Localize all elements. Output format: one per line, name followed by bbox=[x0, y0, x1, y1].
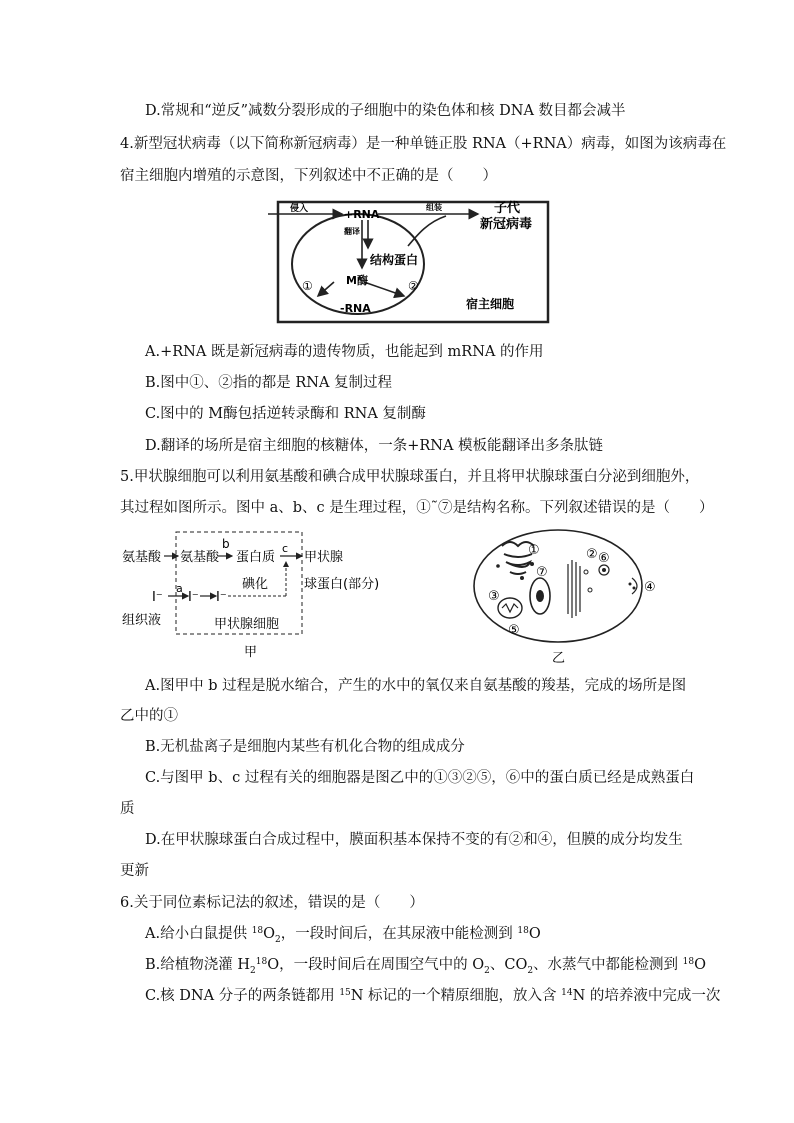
label-pos-rna: +RNA bbox=[344, 208, 380, 221]
q5-stem-1: 5.甲状腺细胞可以利用氨基酸和碘合成甲状腺球蛋白，并且将甲状腺球蛋白分泌到细胞外， bbox=[120, 469, 700, 485]
label-iodide-3: I⁻ bbox=[216, 590, 227, 605]
label-enter: 侵入 bbox=[290, 204, 309, 214]
q4-option-c: C.图中的 M酶包括逆转录酶和 RNA 复制酶 bbox=[145, 406, 426, 422]
q4-option-d: D.翻译的场所是宿主细胞的核糖体，一条+RNA 模板能翻译出多条肽链 bbox=[145, 438, 604, 454]
q5-option-b: B.无机盐离子是细胞内某些有机化合物的组成成分 bbox=[145, 739, 465, 755]
q4-option-b: B.图中①、②指的都是 RNA 复制过程 bbox=[145, 375, 393, 391]
label-num-2: ② bbox=[586, 547, 598, 562]
label-translate: 翻译 bbox=[344, 227, 360, 236]
label-num-7: ⑦ bbox=[536, 565, 548, 580]
label-offspring-2: 新冠病毒 bbox=[480, 217, 533, 232]
label-thyroid-cell: 甲状腺细胞 bbox=[214, 617, 280, 632]
q6b-sup-2: 18 bbox=[682, 957, 695, 967]
label-host-cell: 宿主细胞 bbox=[466, 297, 515, 311]
label-offspring-1: 子代 bbox=[494, 201, 521, 216]
label-num-5: ⑤ bbox=[508, 623, 520, 638]
q6c-text-1: C.核 DNA 分子的两条链都用 bbox=[145, 988, 340, 1004]
q4-option-a: A.+RNA 既是新冠病毒的遗传物质，也能起到 mRNA 的作用 bbox=[145, 344, 544, 360]
label-assemble: 组装 bbox=[426, 203, 442, 212]
q5-option-c-1: C.与图甲 b、c 过程有关的细胞器是图乙中的①③②⑤，⑥中的蛋白质已经是成熟蛋白 bbox=[145, 770, 695, 786]
label-num-3: ③ bbox=[488, 589, 500, 604]
label-protein: 蛋白质 bbox=[236, 550, 276, 565]
label-num-4: ④ bbox=[644, 580, 656, 595]
q6c-sup-2: 14 bbox=[561, 988, 573, 998]
q6-option-a bbox=[145, 924, 541, 950]
caption-jia: 甲 bbox=[244, 645, 258, 660]
q6a-text-1: A.给小白鼠提供 bbox=[145, 926, 252, 942]
q6b-sup-1: 18 bbox=[255, 957, 268, 967]
q5-option-c-2: 质 bbox=[120, 801, 135, 817]
cell-structure-diagram bbox=[468, 526, 668, 668]
q4-stem-1: 4.新型冠状病毒（以下简称新冠病毒）是一种单链正股 RNA（+RNA）病毒，如图为该病毒在 bbox=[120, 136, 727, 152]
thyroid-process-diagram bbox=[120, 526, 400, 666]
q6a-sub-1: 2 bbox=[275, 934, 281, 945]
label-a: a bbox=[176, 582, 183, 595]
q6a-text-4: O bbox=[528, 926, 541, 942]
label-b: b bbox=[222, 537, 230, 551]
q6a-text-2: O bbox=[263, 926, 276, 942]
label-num-6: ⑥ bbox=[598, 551, 610, 566]
q5-option-d-2: 更新 bbox=[120, 863, 149, 879]
q6a-sup-2: 18 bbox=[517, 926, 529, 936]
label-num-1: ① bbox=[528, 543, 540, 558]
q6b-text-2: O，一段时间后在周围空气中的 O bbox=[267, 957, 485, 973]
label-iodination: 碘化 bbox=[242, 577, 269, 592]
label-amino-acid-1: 氨基酸 bbox=[122, 550, 162, 565]
q6b-text-3: 、CO bbox=[489, 957, 528, 973]
q6b-sub-2: 2 bbox=[484, 965, 490, 976]
q6-option-b bbox=[145, 955, 706, 981]
caption-yi: 乙 bbox=[552, 651, 566, 666]
label-circle-1: ① bbox=[302, 279, 313, 293]
label-thyroglobulin-2: 球蛋白(部分) bbox=[304, 577, 380, 592]
q6c-text-3: N 的培养液中完成一次 bbox=[572, 988, 721, 1004]
cell-membrane bbox=[474, 530, 642, 642]
q6b-text-1: B.给植物浇灌 H bbox=[145, 957, 251, 973]
label-m-enzyme: M酶 bbox=[346, 274, 368, 287]
q6a-text-3: ，一段时间后，在其尿液中能检测到 bbox=[280, 926, 518, 942]
label-neg-rna: -RNA bbox=[340, 302, 371, 315]
q6b-text-4: 、水蒸气中都能检测到 bbox=[533, 957, 683, 973]
q6-stem: 6.关于同位素标记法的叙述，错误的是（ ） bbox=[120, 895, 424, 911]
q4-stem-2: 宿主细胞内增殖的示意图，下列叙述中不正确的是（ ） bbox=[120, 168, 497, 184]
q6b-sub-1: 2 bbox=[250, 965, 256, 976]
virus-replication-diagram bbox=[268, 196, 558, 326]
q5-option-d-1: D.在甲状腺球蛋白合成过程中，膜面积基本保持不变的有②和④，但膜的成分均发生 bbox=[145, 832, 683, 848]
q5-option-a-2: 乙中的① bbox=[120, 708, 178, 724]
q6a-sup-1: 18 bbox=[251, 926, 264, 936]
q6-option-c bbox=[145, 986, 720, 1006]
label-iodide-2: I⁻ bbox=[188, 590, 199, 605]
q5-option-a-1: A.图甲中 b 过程是脱水缩合，产生的水中的氧仅来自氨基酸的羧基，完成的场所是图 bbox=[145, 678, 687, 694]
q6c-text-2: N 标记的一个精原细胞，放入含 bbox=[350, 988, 562, 1004]
q3-option-d: D.常规和“逆反”减数分裂形成的子细胞中的染色体和核 DNA 数目都会减半 bbox=[145, 103, 626, 119]
label-c: c bbox=[282, 542, 289, 555]
label-thyroglobulin-1: 甲状腺 bbox=[304, 550, 344, 565]
label-iodide-1: I⁻ bbox=[152, 590, 163, 605]
label-circle-2: ② bbox=[408, 279, 419, 293]
q5-stem-2: 其过程如图所示。图中 a、b、c 是生理过程，①˜⑦是结构名称。下列叙述错误的是（ ） bbox=[120, 500, 714, 516]
q6c-sup-1: 15 bbox=[339, 988, 351, 998]
label-amino-acid-2: 氨基酸 bbox=[180, 550, 220, 565]
label-tissue-fluid: 组织液 bbox=[122, 613, 162, 628]
q6b-text-5: O bbox=[694, 957, 707, 973]
label-structural-protein: 结构蛋白 bbox=[370, 253, 419, 267]
q6b-sub-3: 2 bbox=[527, 965, 534, 976]
